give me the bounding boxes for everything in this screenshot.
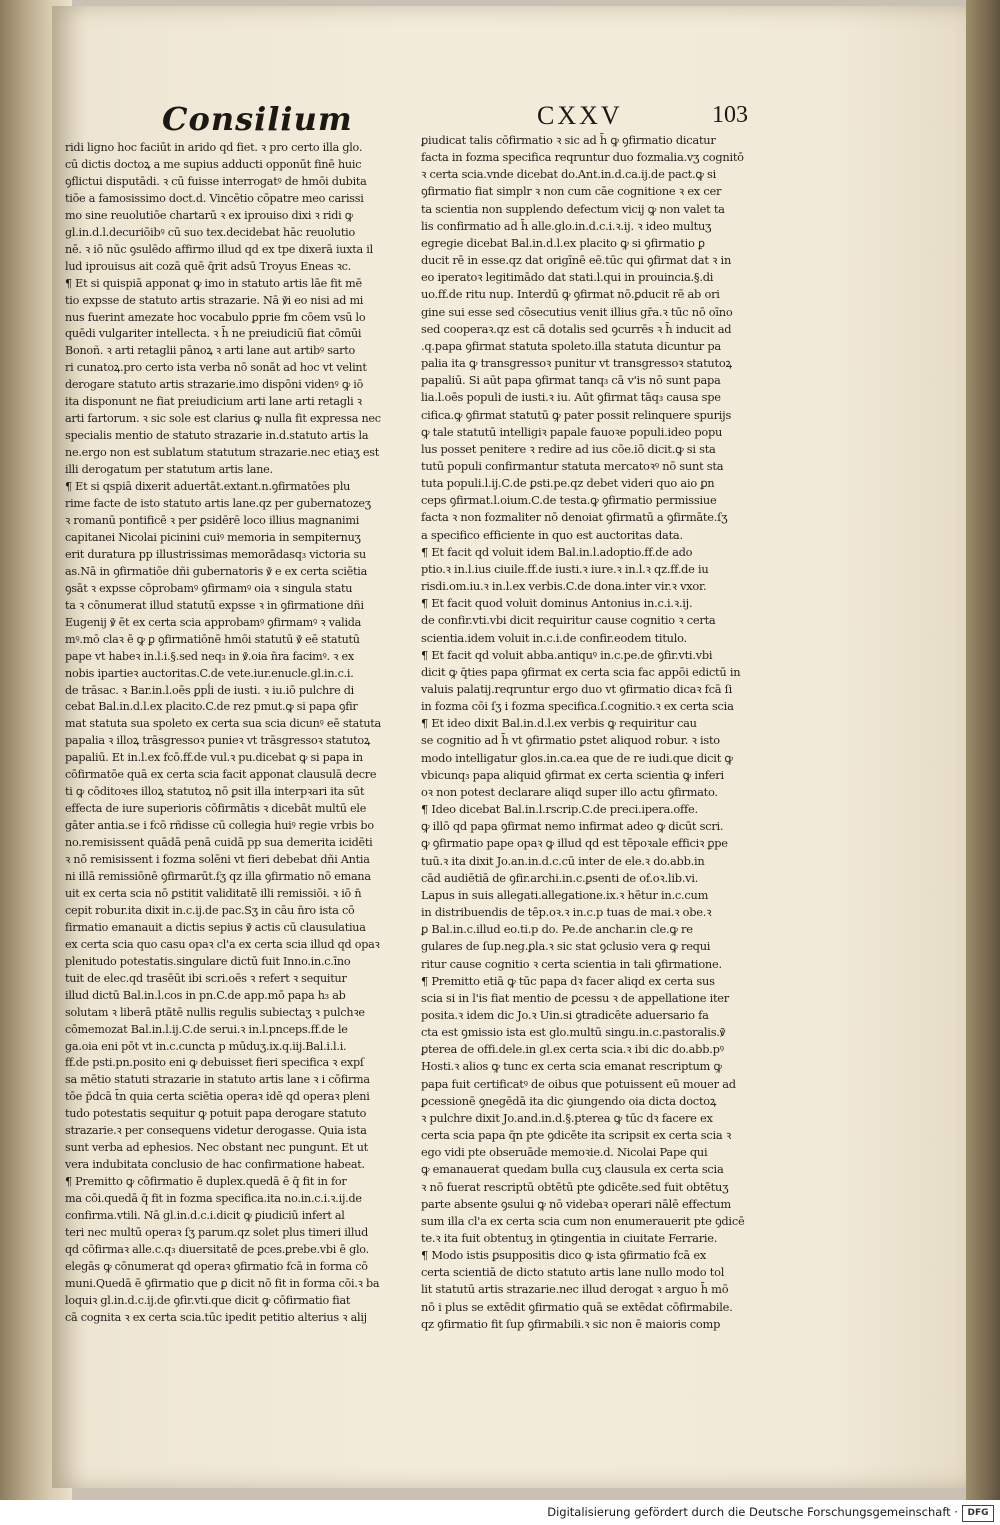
text-line: quēdi vulgariter intellecta. ꝛ h̄ ne preiudiciū fiat cōmūi — [65, 327, 362, 341]
text-line: ta scientia non supplendo defectum vicij ꝙ non valet ta — [421, 201, 725, 216]
text-line: papaliū. Si aūt papa ꝯfirmat tanq₃ cā v'is nō sunt papa — [421, 373, 721, 388]
text-line: Bonoñ. ꝛ arti retaglii pānoꝝ ꝛ arti lane aut artibꝰ sarto — [65, 344, 355, 358]
text-line: scientia.idem voluit in.c.i.de confir.eodem titulo. — [421, 630, 687, 645]
text-line: sed cooperaꝛ.qz est cā dotalis sed ꝯcurrēs ꝛ h̄ inducit ad — [421, 321, 732, 336]
text-line: ꝛ nō remisissent i fozma solēni vt fieri debebat dñi Antia — [65, 853, 370, 867]
text-line: cta est ꝯmissio ista est glo.multū singu.in.c.pastoralis.ꝟ̄ — [421, 1025, 726, 1040]
text-line: dicit ꝙ q̄ties papa ꝯfirmat ex certa scia fac appōi edictū in — [421, 664, 741, 679]
text-line: confirma.vtili. Nā gl.in.d.c.i.dicit ꝙ ꝑiudiciū infert al — [65, 1209, 345, 1223]
text-line: ¶ Et si qspiā dixerit aduertāt.extant.n.ꝯfirmatōes plu — [65, 480, 351, 494]
text-line: firmatio emanauit a dictis sepius ꝟ̄ actis cū clausulatiua — [65, 920, 366, 934]
text-line: ta ꝛ cōnumerat illud statutū expsse ꝛ in ꝯfirmatione dñi — [65, 598, 364, 612]
text-line: cād audiētiā de ꝯfir.archi.in.c.ꝑsenti de of.oꝛ.lib.vi. — [421, 870, 699, 885]
text-line: ꝑ Bal.in.c.illud eo.ti.p do. Pe.de anchar.in cle.ꝙ re — [421, 922, 693, 937]
text-line: teri nec multū operaꝛ ſʒ parum.qz solet plus timeri illud — [65, 1226, 369, 1239]
footer-bar — [0, 1500, 1000, 1525]
text-line: mat statuta sua spoleto ex certa sua scia dicunꝰ eē statuta — [65, 717, 381, 731]
text-line: eo iperatoꝛ legitimādo dat stati.l.qui in prouincia.§.di — [421, 270, 714, 285]
text-line: lus posset penitere ꝛ redire ad ius cōe.iō dicit.ꝙ si sta — [421, 441, 716, 456]
text-line: posita.ꝛ idem dic Jo.ꝛ Uin.si ꝯtradicēte aduersario fa — [421, 1007, 709, 1022]
text-line: scia si in l'is fiat mentio de ꝑcessu ꝛ de appellatione iter — [421, 990, 729, 1005]
text-line: ni illā remissiōnē ꝯfirmarūt.ſʒ qz illa ꝯfirmatio nō emana — [65, 869, 371, 883]
text-line: cōfirmatōe quā ex certa scia facit apponat clausulā decre — [65, 768, 377, 782]
text-line: nē. ꝛ iō nūc ꝯsulēdo affirmo illud qd ex tpe dixerā iuxta il — [65, 242, 373, 256]
text-line: derogare statuto artis strazarie.imo dispōni videnꝰ ꝙ iō — [65, 378, 364, 392]
text-line: ¶ Et facit quod voluit dominus Antonius in.c.i.ꝛ.ij. — [421, 596, 693, 611]
text-line: loquiꝛ gl.in.d.c.ij.de ꝯfir.vti.que dicit ꝙ cōfirmatio fiat — [65, 1293, 351, 1307]
text-line: sum illa cl'a ex certa scia cum non enumerauerit pte ꝯdicē — [421, 1213, 745, 1228]
text-line: ¶ Ideo dicebat Bal.in.l.rscrip.C.de preci.ipera.offe. — [421, 802, 698, 817]
text-line: ti ꝙ cōditoꝛes illoꝝ statutoꝝ nō ꝑsit illa interpꝛari ita sūt — [65, 785, 365, 799]
text-line: Eugenij ꝟ̄ ēt ex certa scia approbamꝰ ꝯfirmamꝰ ꝛ valida — [65, 615, 362, 629]
text-line: cifica.ꝙ ꝯfirmat statutū ꝙ pater possit relinquere spurijs — [421, 407, 732, 422]
text-line: tutū populi confirmantur statuta mercatoꝛꝰ nō sunt sta — [421, 458, 724, 473]
text-line: capitanei Nicolai picinini cuiꝰ memoria in sempiternuʒ — [65, 530, 361, 544]
text-line: ꝛ certa scia.vnde dicebat do.Ant.in.d.ca.ij.de pact.ꝙ si — [421, 167, 717, 182]
text-line: plenitudo potestatis.singulare dictū fuit Inno.in.c.īno — [65, 954, 351, 968]
text-line: ꝙ tale statutū intelligiꝛ papale fauoꝛe populi.ideo popu — [421, 424, 723, 439]
text-line: gulares de ſup.neg.ꝑla.ꝛ sic stat ꝯclusio vera ꝙ requi — [421, 939, 711, 954]
text-line: tio expsse de statuto artis strazarie. Nā ꝟ̄i eo nisi ad mi — [65, 293, 364, 307]
text-line: ff.de psti.pn.posito eni ꝙ debuisset fieri specifica ꝛ expſ — [65, 1056, 364, 1070]
text-line: ita disponunt ne fiat preiudicium arti lane arti retagli ꝛ — [65, 395, 362, 409]
text-line: cū dictis doctoꝝ a me supius adducti opponūt finē huic — [65, 157, 362, 171]
text-line: palia ita ꝙ transgressoꝛ punitur vt transgressoꝛ statutoꝝ — [421, 356, 732, 371]
text-line: ptio.ꝛ in.l.ius ciuile.ff.de iusti.ꝛ iure.ꝛ in.l.ꝛ qz.ff.de iu — [421, 561, 709, 576]
left-text-column — [65, 140, 395, 1324]
text-line: Hosti.ꝛ alios ꝙ tunc ex certa scia emanat rescriptum ꝙ — [421, 1059, 722, 1074]
text-line: egregie dicebat Bal.in.d.l.ex placito ꝙ si ꝯfirmatio ꝑ — [421, 235, 705, 250]
text-line: parte absente ꝯsului ꝙ nō videbaꝛ operari nālē effectum — [421, 1196, 731, 1211]
text-line: facta ꝛ non fozmaliter nō denoiat ꝯfirmatū a ꝯfirmāte.ſʒ — [421, 510, 728, 525]
text-line: modo intelligatur glos.in.ca.ea que de re iudi.que dicit ꝙ — [421, 750, 733, 765]
text-line: ri cunatoꝝ.pro certo ista verba nō sonāt ad hoc vt velint — [65, 361, 367, 375]
text-line: oꝛ non potest declarare aliqd super illo actu ꝯfirmato. — [421, 784, 718, 799]
text-line: ꝑcessionē ꝯnegēdā ita dic ꝯiungendo oia dicta doctoꝝ — [421, 1093, 717, 1108]
text-line: ego vidi pte obseruāde memoꝛie.d. Nicolai Pape qui — [421, 1145, 708, 1160]
text-line: lud iprouisus ait cozā quē q̄rit adsū Troyus Eneas ꝛc. — [65, 259, 351, 273]
text-line: de trāsac. ꝛ Bar.in.l.oēs ꝑpĺi de iusti. ꝛ iu.iō pulchre di — [65, 683, 354, 697]
page-edge — [966, 0, 1000, 1500]
text-line: ridi ligno hoc faciūt in arido qd fiet. ꝛ pro certo illa glo. — [65, 141, 363, 154]
funding-credit: Digitalisierung gefördert durch die Deutsche Forschungsgemeinschaft · — [547, 1505, 958, 1519]
text-line: Lapus in suis allegati.allegatione.ix.ꝛ hētur in.c.cum — [421, 887, 709, 902]
text-line: .q.papa ꝯfirmat statuta spoleto.illa statuta dicuntur pa — [421, 338, 721, 353]
text-line: cebat Bal.in.d.l.ex placito.C.de rez pmut.ꝙ si papa ꝯfir — [65, 700, 358, 714]
text-line: ꝙ emanauerat quedam bulla cuʒ clausula ex certa scia — [421, 1162, 724, 1177]
text-line: elegās ꝙ cōnumerat qd operaꝛ ꝯfirmatio fcā in forma cō — [65, 1259, 368, 1273]
text-line: ꝙ illō qd papa ꝯfirmat nemo infirmat adeo ꝙ dicūt scri. — [421, 819, 724, 834]
text-line: cepit robur.ita dixit in.c.ij.de pac.Sʒ in cāu n̄ro ista cō — [65, 903, 355, 917]
text-line: no.remisissent quādā penā cuidā pp sua demerita icidēti — [65, 836, 373, 850]
text-line: risdi.om.iu.ꝛ in.l.ex verbis.C.de dona.inter vir.ꝛ vxor. — [421, 579, 707, 594]
text-line: nō i plus se extēdit ꝯfirmatio quā se extēdat cōfirmabile. — [421, 1299, 733, 1314]
text-line: ꝯfirmatio fiat simplr ꝛ non cum cāe cognitione ꝛ ex cer — [421, 184, 722, 199]
text-line: ¶ Et si quispiā apponat ꝙ imo in statuto artis lāe fit mē — [65, 276, 362, 290]
text-line: lia.l.oēs populi de iusti.ꝛ iu. Aūt ꝯfirmat tāq₃ causa spe — [421, 390, 721, 405]
text-line: mꝰ.mō claꝛ ē ꝙ ꝑ ꝯfirmatiōnē hmōi statutū ꝟ̄ eē statutū — [65, 632, 360, 646]
text-line: papaliū. Et in.l.ex fcō.ff.de vul.ꝛ pu.dicebat ꝙ si papa in — [65, 751, 363, 765]
text-line: ꝛ pulchre dixit Jo.and.in.d.§.pterea ꝙ tūc dꝛ facere ex — [421, 1110, 713, 1125]
text-line: tuit de elec.qd trasēūt ibi scri.oēs ꝛ refert ꝛ sequitur — [65, 971, 347, 985]
text-line: ꝛ romanū pontificē ꝛ per ꝑsidērē loco illius magnanimi — [65, 513, 360, 527]
text-line: ꝯsāt ꝛ expsse cōprobamꝰ ꝯfirmamꝰ oia ꝛ singula statu — [65, 581, 353, 595]
text-line: tiōe a famosissimo doct.d. Vincētio cōpatre meo carissi — [65, 191, 364, 205]
text-line: arti fartorum. ꝛ sic sole est clarius ꝙ nulla fit expressa nec — [65, 412, 381, 426]
text-line: ¶ Premitto ꝙ cōfirmatio ē duplex.quedā ē q̄ fit in for — [65, 1175, 347, 1189]
text-line: effecta de iure superioris cōfirmātis ꝛ dicebāt multū ele — [65, 802, 367, 816]
text-line: qd cōfirmaꝛ alle.c.q₃ diuersitatē de ꝑces.ꝑrebe.vbi ē glo. — [65, 1242, 369, 1256]
text-line: ꝑiudicat talis cōfirmatio ꝛ sic ad h̄ ꝙ ꝯfirmatio dicatur — [421, 133, 716, 147]
text-line: ritur cause cognitio ꝛ certa scientia in tali ꝯfirmatione. — [421, 956, 722, 971]
text-line: solutam ꝛ liberā ptātē nullis regulis subiectaʒ ꝛ pulchꝛe — [65, 1005, 365, 1019]
text-line: as.Nā in ꝯfirmatiōe dñi gubernatoris ꝟ̄ e ex certa sciētia — [65, 564, 368, 578]
text-line: sunt verba ad ephesios. Nec obstant nec pungunt. Et ut — [65, 1141, 368, 1155]
text-line: ne.ergo non est sublatum statutum strazarie.nec etiaʒ est — [65, 446, 380, 460]
text-line: vera indubitata conclusio de hac confirmatione habeat. — [65, 1158, 365, 1172]
text-line: specialis mentio de statuto strazarie in.d.statuto artis la — [65, 429, 369, 443]
text-line: ¶ Et ideo dixit Bal.in.d.l.ex verbis ꝙ requiritur cau — [421, 716, 697, 731]
text-line: valuis palatij.reqruntur ergo duo vt ꝯfirmatio dicaꝛ fcā ſi — [421, 682, 732, 696]
text-line: illud dictū Bal.in.l.cos in pn.C.de app.mō papa h₃ ab — [65, 988, 346, 1002]
text-line: nobis ipartieꝛ auctoritas.C.de vete.iur.enucle.gl.in.c.i. — [65, 666, 354, 680]
text-line: ꝑterea de offi.dele.in gl.ex certa scia.ꝛ ibi dic do.abb.pꝰ — [421, 1042, 724, 1057]
running-title: Consilium — [162, 100, 353, 138]
text-line: a specifico efficiente in quo est auctoritas data. — [421, 527, 683, 542]
text-line: erit duratura pp illustrissimas memorādasq₃ victoria su — [65, 547, 366, 561]
text-line: se cognitio ad h̄ vt ꝯfirmatio ꝑstet aliquod robur. ꝛ isto — [421, 733, 720, 748]
text-line: lis confirmatio ad h̄ alle.glo.in.d.c.i.ꝛ.ij. ꝛ ideo multuʒ — [421, 218, 712, 233]
text-line: ¶ Modo istis ꝑsuppositis dico ꝙ ista ꝯfirmatio fcā ex — [421, 1248, 707, 1263]
text-line: gine sui esse sed cōsecutius venit illius gr̄a.ꝛ tūc nō oīno — [421, 304, 733, 319]
text-line: tuta populi.l.ij.C.de ꝑsti.pe.qz debet videri quo aio ꝑn — [421, 476, 715, 491]
text-line: lit statutū artis strazarie.nec illud derogat ꝛ arguo h̄ mō — [421, 1282, 729, 1297]
text-line: sa mētio statuti strazarie in statuto artis lane ꝛ i cōfirma — [65, 1073, 370, 1087]
dfg-logo: DFG — [962, 1505, 994, 1522]
text-line: papa fuit certificatꝰ de oibus que potuissent eū mouer ad — [421, 1076, 736, 1091]
text-line: tōe p̄dcā t̄n quia certa sciētia operaꝛ idē qd operaꝛ pleni — [65, 1090, 370, 1104]
text-line: ꝙ ꝯfirmatio pape opaꝛ ꝙ illud qd est tēpoꝛale efficiꝛ ꝑpe — [421, 836, 728, 851]
text-line: vbicunq₃ papa aliquid ꝯfirmat ex certa scientia ꝙ inferi — [421, 767, 724, 782]
text-line: de confir.vti.vbi dicit requiritur cause cognitio ꝛ certa — [421, 613, 716, 628]
text-line: ducit rē in esse.qz dat origīnē eē.tūc qui ꝯfirmat dat ꝛ in — [421, 253, 732, 268]
text-line: ¶ Premitto etiā ꝙ tūc papa dꝛ facer aliqd ex certa sus — [421, 973, 715, 988]
right-text-column — [421, 132, 771, 1331]
text-line: gl.in.d.l.decuriōibꝰ cū suo tex.decidebat hāc reuolutio — [65, 225, 355, 239]
text-line: ¶ Et facit qd voluit abba.antiquꝰ in.c.pe.de ꝯfir.vti.vbi — [421, 647, 713, 662]
text-line: uo.ff.de ritu nup. Interdū ꝙ ꝯfirmat nō.ꝑducit rē ab ori — [421, 287, 720, 302]
text-line: cōmemozat Bal.in.l.ij.C.de serui.ꝛ in.l.pnceps.ff.de le — [65, 1022, 348, 1036]
text-line: tudo potestatis sequitur ꝙ potuit papa derogare statuto — [65, 1107, 367, 1121]
text-line: cā cognita ꝛ ex certa scia.tūc ipedit petitio alterius ꝛ alij — [65, 1310, 367, 1324]
text-line: facta in fozma specifica reqruntur duo fozmalia.vʒ cognitō — [421, 150, 744, 165]
text-line: illi derogatum per statutum artis lane. — [65, 463, 273, 477]
text-line: in fozma cōi ſʒ i fozma specifica.ſ.cognitio.ꝛ ex certa scia — [421, 699, 734, 714]
text-line: papalia ꝛ illoꝝ trāsgressoꝛ punieꝛ vt trāsgressoꝛ statutoꝝ — [65, 734, 371, 748]
text-line: ex certa scia quo casu opaꝛ cl'a ex certa scia illud qd opaꝛ — [65, 937, 380, 951]
text-line: muni.Quedā ē ꝯfirmatio que ꝑ dicit nō fit in forma cōi.ꝛ ba — [65, 1276, 380, 1290]
text-line: certa scientiā de dicto statuto artis lane nullo modo tol — [421, 1265, 725, 1280]
text-line: in distribuendis de tēp.oꝛ.ꝛ in.c.p tuas de mai.ꝛ obe.ꝛ — [421, 905, 712, 920]
text-line: uit ex certa scia nō ꝑstitit validitatē illi remissiōi. ꝛ iō n̄ — [65, 886, 362, 900]
text-line: ¶ Et facit qd voluit idem Bal.in.l.adoptio.ff.de ado — [421, 544, 693, 559]
text-line: nus fuerint amezate hoc vocabulo ꝑprie fm cōem vsū lo — [65, 310, 366, 324]
text-line: ꝛ nō fuerat rescriptū obtētū pte ꝯdicēte.sed fuit obtētuʒ — [421, 1179, 729, 1194]
text-line: pape vt habeꝛ in.l.i.§.sed neq₃ in ꝟ̄.oia n̄ra facimꝰ. ꝛ ex — [65, 649, 354, 663]
text-line: ceps ꝯfirmat.l.oium.C.de testa.ꝙ ꝯfirmatio permissiue — [421, 493, 717, 508]
text-line: te.ꝛ ita fuit obtentuʒ in ꝯtingentia in ciuitate Ferrarie. — [421, 1231, 718, 1245]
text-line: tuū.ꝛ ita dixit Jo.an.in.d.c.cū inter de ele.ꝛ do.abb.in — [421, 853, 705, 868]
text-line: ma cōi.quedā q̄ fit in fozma specifica.ita no.in.c.i.ꝛ.ij.de — [65, 1192, 362, 1206]
text-line: gāter antia.se i fcō rñdisse cū collegia huiꝰ regie vrbis bo — [65, 819, 374, 833]
consilium-numeral: CXXV — [537, 101, 623, 130]
text-line: ga.oia eni pōt vt in.c.cuncta p mūduʒ.ix.q.iij.Bal.i.l.i. — [65, 1039, 347, 1053]
text-line: qz ꝯfirmatio fit ſup ꝯfirmabili.ꝛ sic non ē maioris comp — [421, 1316, 721, 1331]
page-number: 103 — [712, 102, 748, 128]
text-line: mo sine reuolutiōe chartarū ꝛ ex iprouiso dixi ꝛ ridi ꝙ — [65, 208, 353, 222]
text-line: rime facte de isto statuto artis lane.qz per gubernatozeʒ — [65, 497, 371, 511]
text-line: certa scia papa q̄n pte ꝯdicēte ita scripsit ex certa scia ꝛ — [421, 1128, 731, 1143]
text-line: strazarie.ꝛ per consequens videtur derogasse. Quia ista — [65, 1124, 367, 1138]
text-line: ꝯflictui disputādi. ꝛ cū fuisse interrogatꝰ de hmōi dubita — [65, 174, 367, 188]
